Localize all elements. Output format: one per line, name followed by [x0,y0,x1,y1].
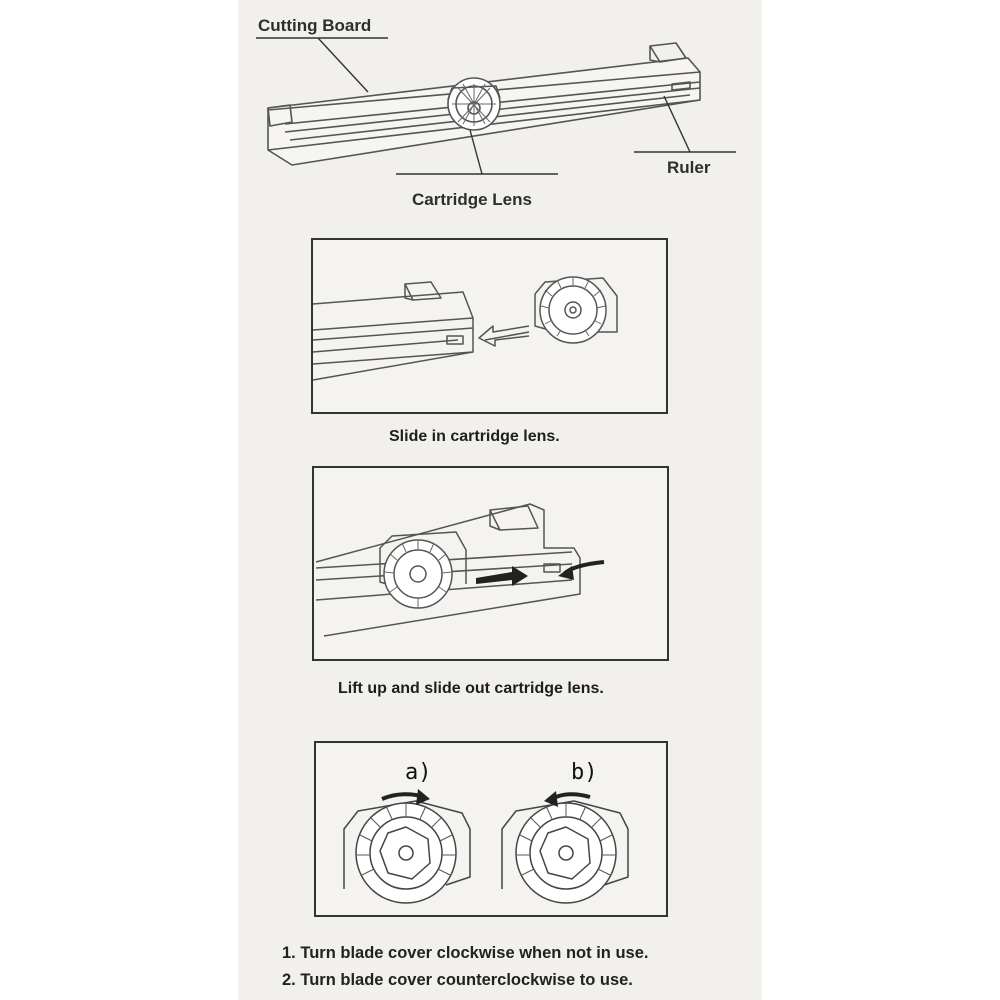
lift-out-caption: Lift up and slide out cartridge lens. [338,680,604,697]
slide-in-caption: Slide in cartridge lens. [389,428,560,445]
label-b: b) [571,760,598,785]
cartridge-lens-label: Cartridge Lens [412,190,532,209]
slide-in-panel [311,238,668,414]
ruler-label: Ruler [667,158,711,177]
label-a: a) [405,760,432,785]
instruction-1: 1. Turn blade cover clockwise when not in use. [282,944,649,962]
blade-cover-panel [314,741,668,917]
lift-out-panel [312,466,669,661]
instruction-2: 2. Turn blade cover counterclockwise to use. [282,971,633,989]
cutting-board-label: Cutting Board [258,16,372,35]
